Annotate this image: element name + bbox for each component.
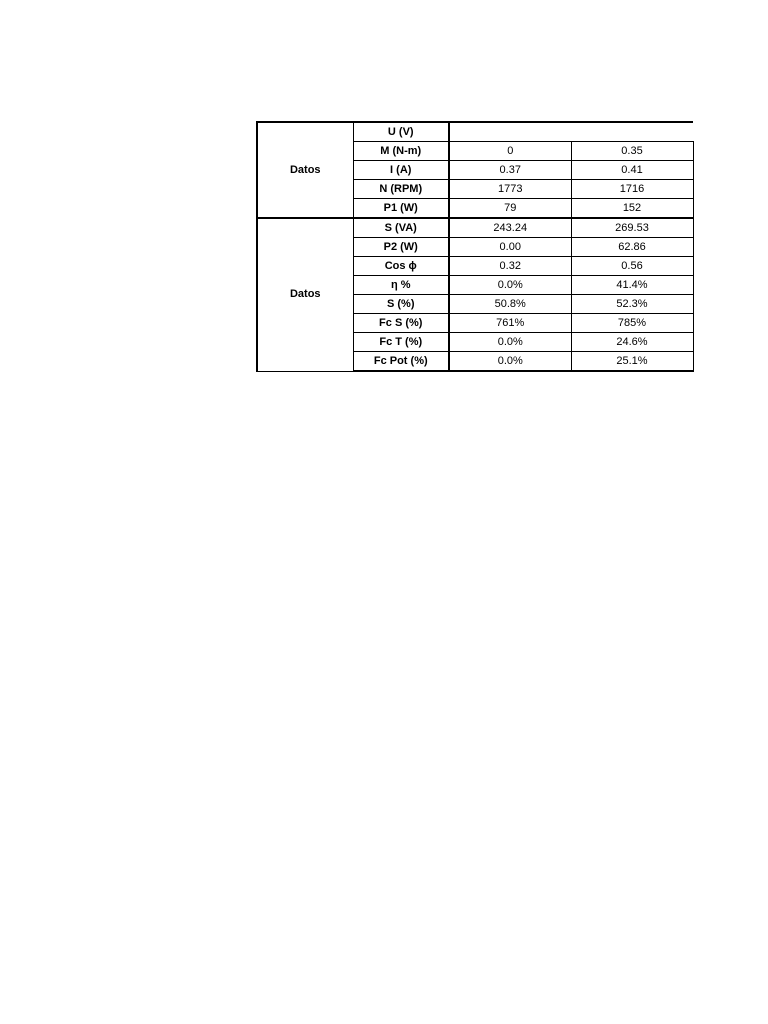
cell-value: 761% [449, 314, 571, 333]
cell-value [449, 122, 693, 142]
row-label: N (RPM) [353, 180, 449, 199]
cell-value: 0.0% [449, 352, 571, 372]
cell-value: 0.37 [449, 161, 571, 180]
row-label: Fc T (%) [353, 333, 449, 352]
cell-value: 0.35 [571, 142, 693, 161]
row-label: Cos ϕ [353, 257, 449, 276]
cell-value: 243.24 [449, 218, 571, 238]
row-label: η % [353, 276, 449, 295]
row-label: M (N-m) [353, 142, 449, 161]
cell-value: 1773 [449, 180, 571, 199]
row-label: U (V) [353, 122, 449, 142]
cell-value: 269.53 [571, 218, 693, 238]
cell-value: 0.32 [449, 257, 571, 276]
cell-value: 25.1% [571, 352, 693, 372]
motor-data-table [256, 121, 694, 372]
row-label: Fc Pot (%) [353, 352, 449, 372]
row-label: S (VA) [353, 218, 449, 238]
row-label: I (A) [353, 161, 449, 180]
cell-value: 0.0% [449, 276, 571, 295]
table-row [257, 122, 693, 142]
cell-value: 62.86 [571, 238, 693, 257]
cell-value: 0 [449, 142, 571, 161]
cell-value: 0.00 [449, 238, 571, 257]
group-label: Datos [257, 122, 353, 218]
cell-value: 50.8% [449, 295, 571, 314]
group-label: Datos [257, 218, 353, 371]
cell-value: 52.3% [571, 295, 693, 314]
cell-value: 1716 [571, 180, 693, 199]
cell-value: 79 [449, 199, 571, 219]
row-label: Fc S (%) [353, 314, 449, 333]
row-label: S (%) [353, 295, 449, 314]
cell-value: 785% [571, 314, 693, 333]
cell-value: 0.41 [571, 161, 693, 180]
table-row [257, 218, 693, 238]
row-label: P2 (W) [353, 238, 449, 257]
cell-value: 0.56 [571, 257, 693, 276]
cell-value: 152 [571, 199, 693, 219]
cell-value: 41.4% [571, 276, 693, 295]
cell-value: 24.6% [571, 333, 693, 352]
row-label: P1 (W) [353, 199, 449, 219]
cell-value: 0.0% [449, 333, 571, 352]
